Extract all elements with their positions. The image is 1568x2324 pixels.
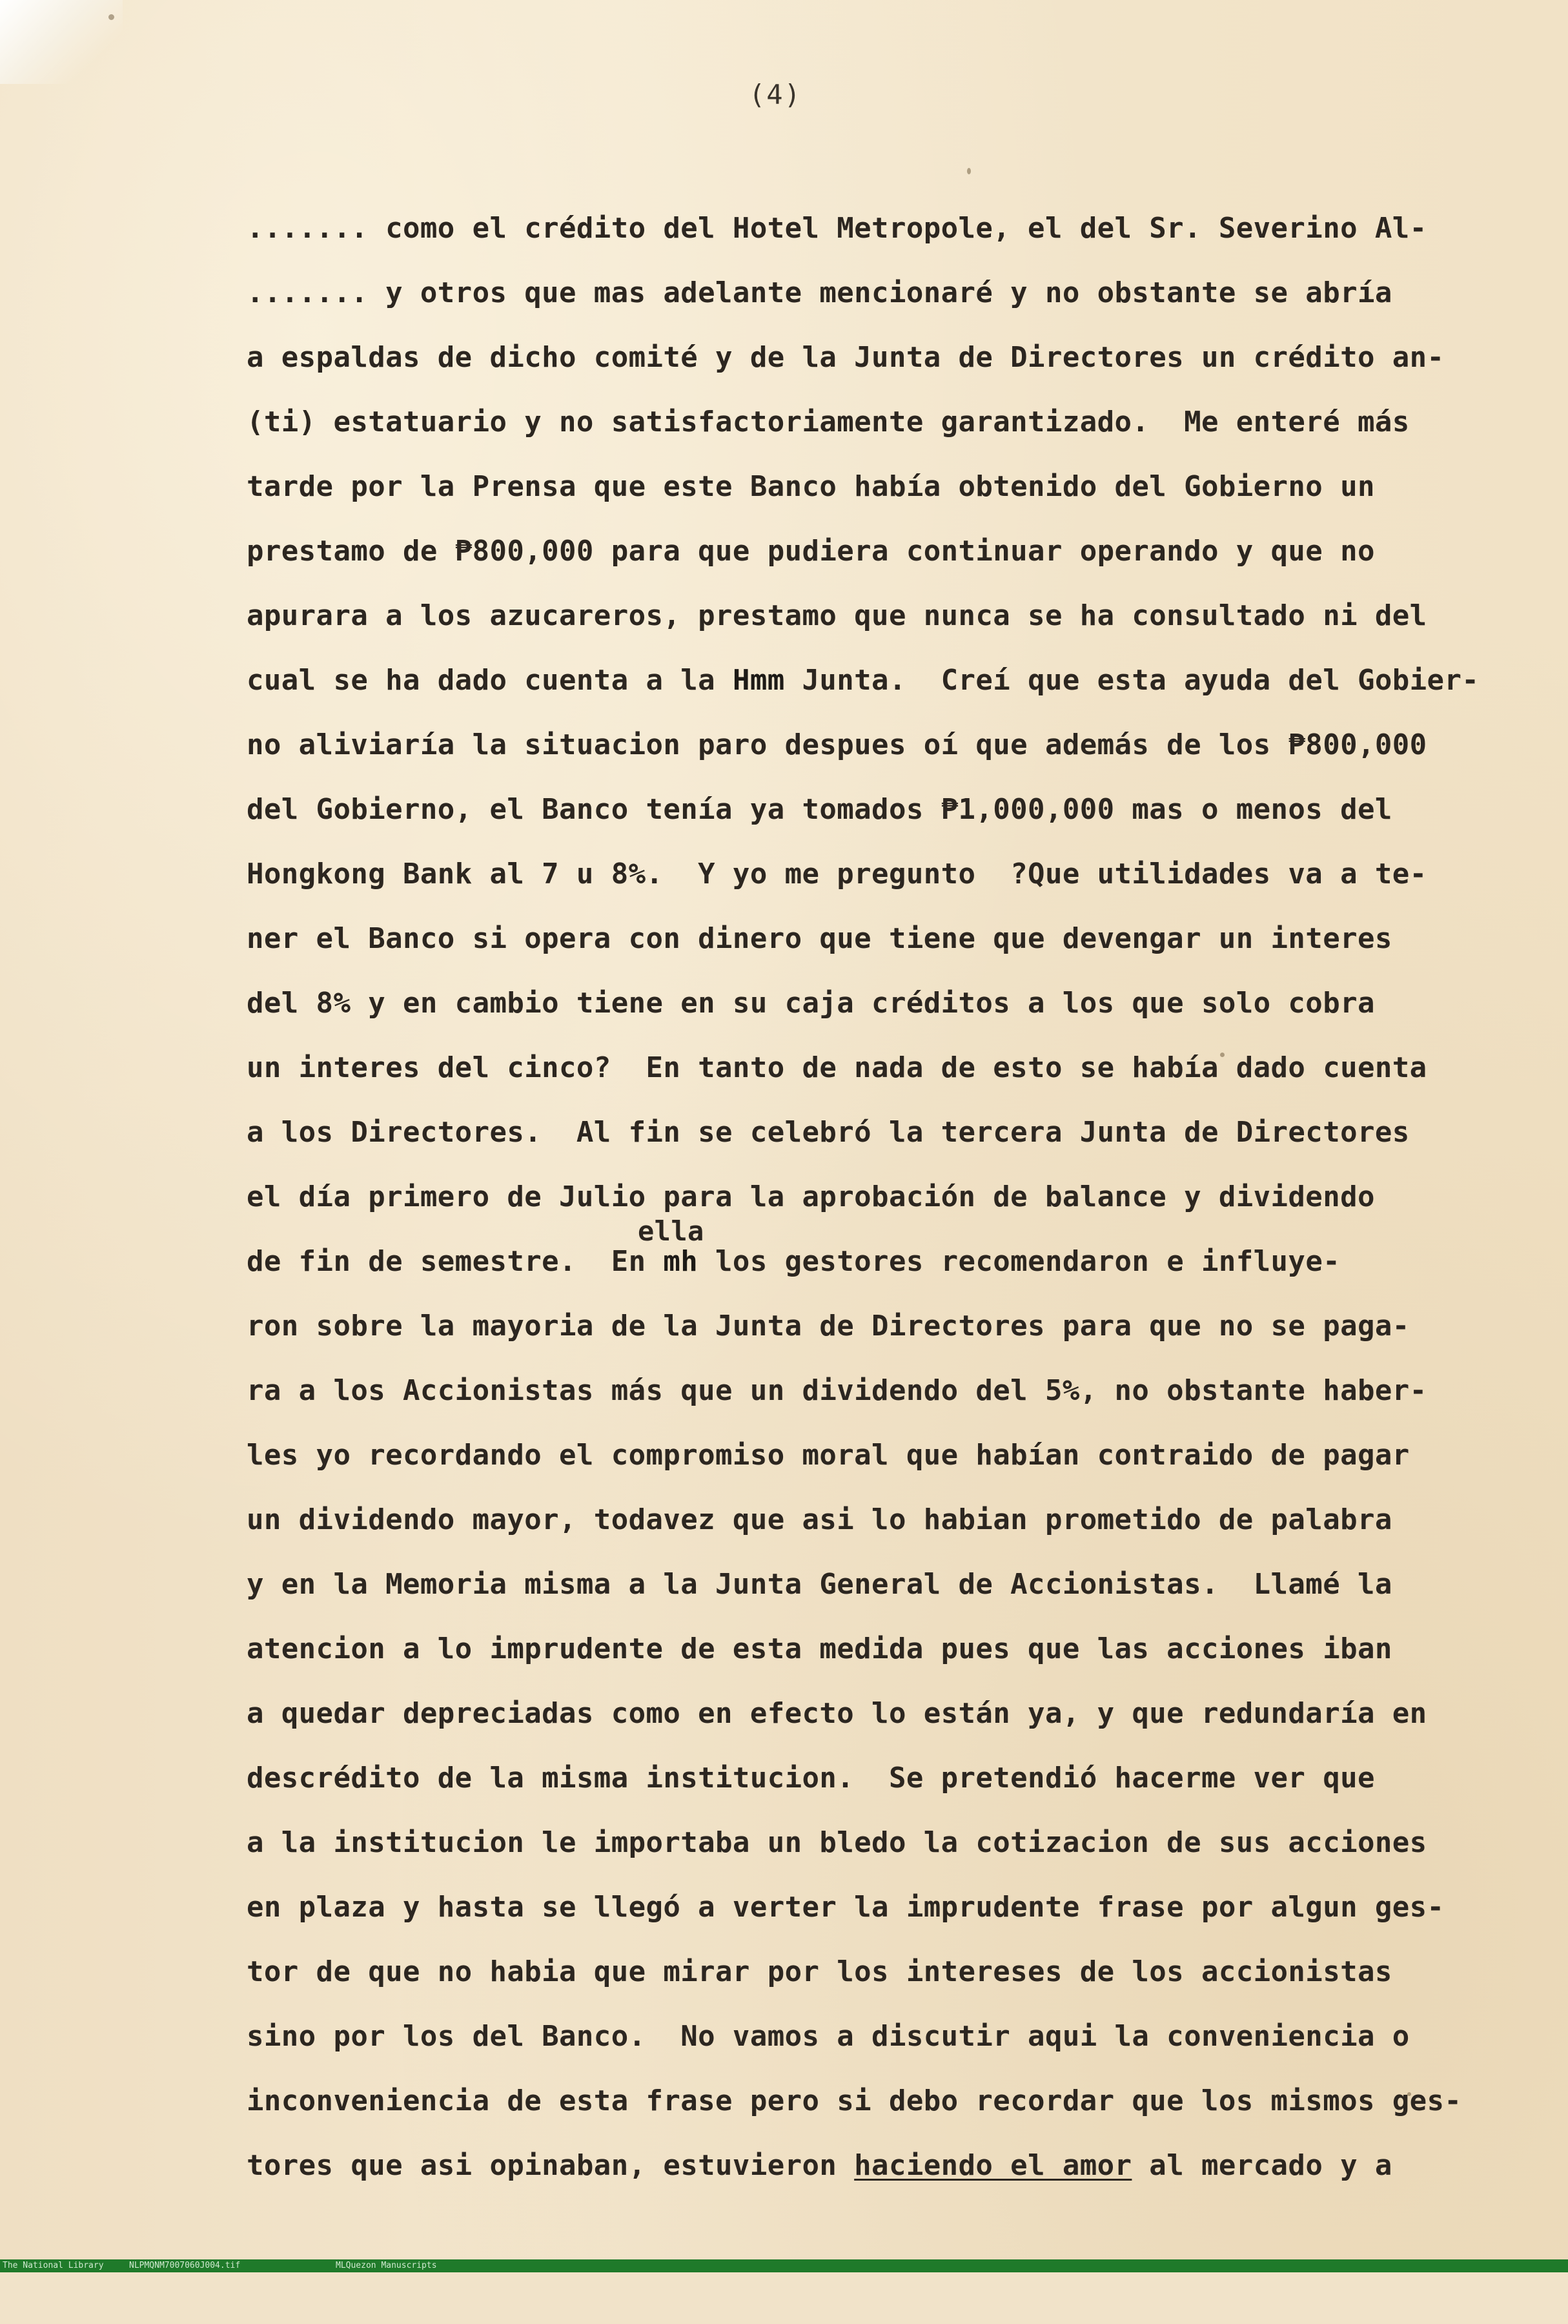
text-line: (ti) estatuario y no satisfactoriamente garantizado. Me enteré más (247, 406, 1410, 438)
text-line: prestamo de ₱800,000 para que pudiera continuar operando y que no (247, 535, 1375, 568)
text-line: ra a los Accionistas más que un dividendo del 5%, no obstante haber- (247, 1374, 1427, 1407)
typed-body (247, 205, 1480, 2207)
footer-collection: MLQuezon Manuscripts (336, 2261, 437, 2270)
scan-footer-strip (0, 2259, 1568, 2272)
text-segment: al mercado y a (1132, 2149, 1392, 2182)
text-line: del Gobierno, el Banco tenía ya tomados ₱1,000,000 mas o menos del (247, 793, 1392, 826)
text-line: ron sobre la mayoria de la Junta de Directores para que no se paga- (247, 1310, 1410, 1342)
text-line: del 8% y en cambio tiene en su caja créditos a los que solo cobra (247, 987, 1375, 1020)
text-line: a quedar depreciadas como en efecto lo están ya, y que redundaría en (247, 1697, 1427, 1730)
struck-out-word: mh (663, 1245, 698, 1278)
text-line: sino por los del Banco. No vamos a discutir aqui la conveniencia o (247, 2020, 1410, 2053)
text-segment: tores que asi opinaban, estuvieron (247, 2149, 855, 2182)
underlined-phrase: haciendo el amor (854, 2149, 1132, 2182)
text-line-with-underline (247, 2143, 1473, 2207)
text-segment: de fin de semestre. En (247, 1245, 664, 1278)
torn-corner (0, 0, 123, 84)
text-line: un interes del cinco? En tanto de nada de esto se había dado cuenta (247, 1051, 1427, 1084)
footer-library: The National Library (3, 2261, 104, 2270)
text-line: apurara a los azucareros, prestamo que nunca se ha consultado ni del (247, 599, 1427, 632)
text-line: atencion a lo imprudente de esta medida pues que las acciones iban (247, 1632, 1392, 1665)
interlinear-insertion: ella (638, 1215, 704, 1247)
text-line: Hongkong Bank al 7 u 8%. Y yo me pregunto ?Que utilidades va a te- (247, 858, 1427, 890)
text-line: no aliviaría la situacion paro despues oí que además de los ₱800,000 (247, 728, 1427, 761)
footer-file-id: NLPMQNM7007060J004.tif (129, 2261, 241, 2270)
paper-speck (967, 168, 971, 174)
text-line-with-strikeout (247, 657, 1480, 722)
text-line: un dividendo mayor, todavez que asi lo habian prometido de palabra (247, 1503, 1392, 1536)
text-line: en plaza y hasta se llegó a verter la imprudente frase por algun ges- (247, 1891, 1445, 1924)
text-segment: Junta. Creí que esta ayuda del Gobier- (784, 664, 1480, 697)
text-line: ....... y otros que mas adelante mencionaré y no obstante se abría (247, 276, 1392, 309)
text-line: tor de que no habia que mirar por los intereses de los accionistas (247, 1955, 1392, 1988)
page-number: (4) (749, 79, 802, 110)
text-line: descrédito de la misma institucion. Se pretendió hacerme ver que (247, 1762, 1375, 1794)
text-line: y en la Memoria misma a la Junta General de Accionistas. Llamé la (247, 1568, 1392, 1601)
text-segment: los gestores recomendaron e influye- (698, 1245, 1341, 1278)
text-line: a los Directores. Al fin se celebró la tercera Junta de Directores (247, 1116, 1410, 1149)
text-line: ner el Banco si opera con dinero que tiene que devengar un interes (247, 922, 1392, 955)
text-line: ....... como el crédito del Hotel Metropole, el del Sr. Severino Al- (247, 212, 1427, 245)
text-line: tarde por la Prensa que este Banco había obtenido del Gobierno un (247, 470, 1375, 503)
text-line-with-strikeout (247, 1239, 1473, 1303)
text-line: el día primero de Julio para la aprobación de balance y dividendo (247, 1180, 1375, 1213)
text-line: les yo recordando el compromiso moral que habían contraido de pagar (247, 1439, 1410, 1472)
text-line: a espaldas de dicho comité y de la Junta de Directores un crédito an- (247, 341, 1445, 374)
text-line: a la institucion le importaba un bledo la cotizacion de sus acciones (247, 1826, 1427, 1859)
text-segment: cual se ha dado cuenta a la (247, 664, 733, 697)
text-line: inconveniencia de esta frase pero si debo recordar que los mismos ges- (247, 2084, 1462, 2117)
struck-out-word: Hmm (732, 664, 785, 697)
paper-speck (108, 14, 114, 20)
